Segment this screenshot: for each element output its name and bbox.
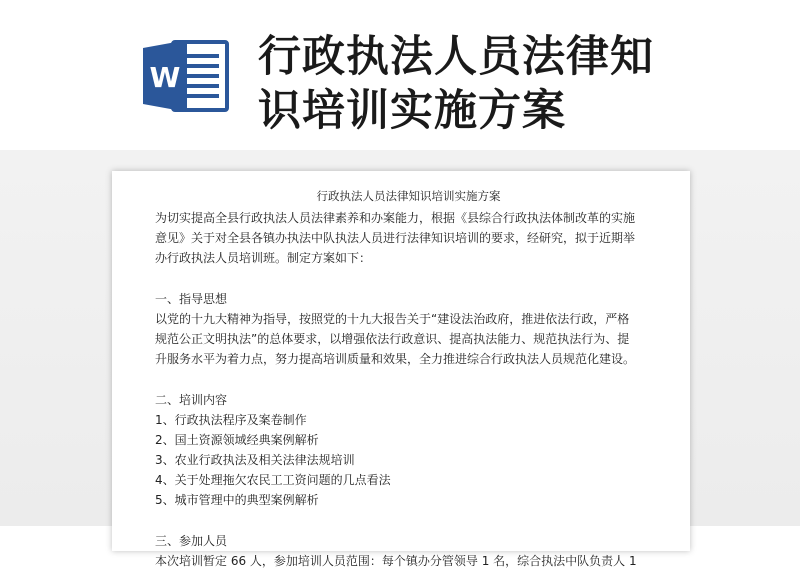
word-document-icon bbox=[143, 36, 231, 116]
word-letter: W bbox=[149, 61, 181, 94]
list-item: 1、行政执法程序及案卷制作 bbox=[155, 413, 307, 427]
spacer bbox=[155, 510, 650, 531]
list-item: 5、城市管理中的典型案例解析 bbox=[155, 493, 319, 507]
section1-line-3: 升服务水平为着力点，努力提高培训质量和效果，全力推进综合行政执法人员规范化建设。 bbox=[155, 352, 636, 366]
document-title: 行政执法人员法律知识培训实施方案 bbox=[316, 189, 501, 203]
section-heading-participants: 三、参加人员 bbox=[155, 534, 228, 548]
spacer bbox=[155, 369, 650, 390]
page-title-line-1: 行政执法人员法律知 bbox=[258, 32, 654, 82]
intro-line-3: 办行政执法人员培训班。制定方案如下： bbox=[155, 251, 372, 265]
section1-line-1: 以党的十九大精神为指导，按照党的十九大报告关于“建设法治政府，推进依法行政，严格 bbox=[155, 312, 630, 326]
intro-line-1: 为切实提高全县行政执法人员法律素养和办案能力，根据《县综合行政执法体制改革的实施 bbox=[155, 211, 636, 225]
intro-line-2: 意见》关于对全县各镇办执法中队执法人员进行法律知识培训的要求，经研究，拟于近期举 bbox=[155, 231, 636, 245]
section3-line-1: 本次培训暂定 66 人，参加培训人员范围：每个镇办分管领导 1 名，综合执法中队负责人 1 bbox=[155, 554, 637, 568]
spacer bbox=[155, 268, 650, 289]
page-title-line-2: 识培训实施方案 bbox=[258, 86, 566, 136]
document-page bbox=[112, 171, 690, 568]
list-item: 2、国土资源领域经典案例解析 bbox=[155, 433, 319, 447]
list-item: 3、农业行政执法及相关法律法规培训 bbox=[155, 453, 355, 467]
list-item: 4、关于处理拖欠农民工工资问题的几点看法 bbox=[155, 473, 391, 487]
section1-line-2: 规范公正文明执法”的总体要求，以增强依法行政意识、提高执法能力、规范执法行为、提 bbox=[155, 332, 630, 346]
page-title bbox=[258, 30, 758, 138]
header-banner bbox=[0, 0, 800, 150]
section-heading-training-content: 二、培训内容 bbox=[155, 393, 228, 407]
section-heading-guiding-thought: 一、指导思想 bbox=[155, 292, 228, 306]
